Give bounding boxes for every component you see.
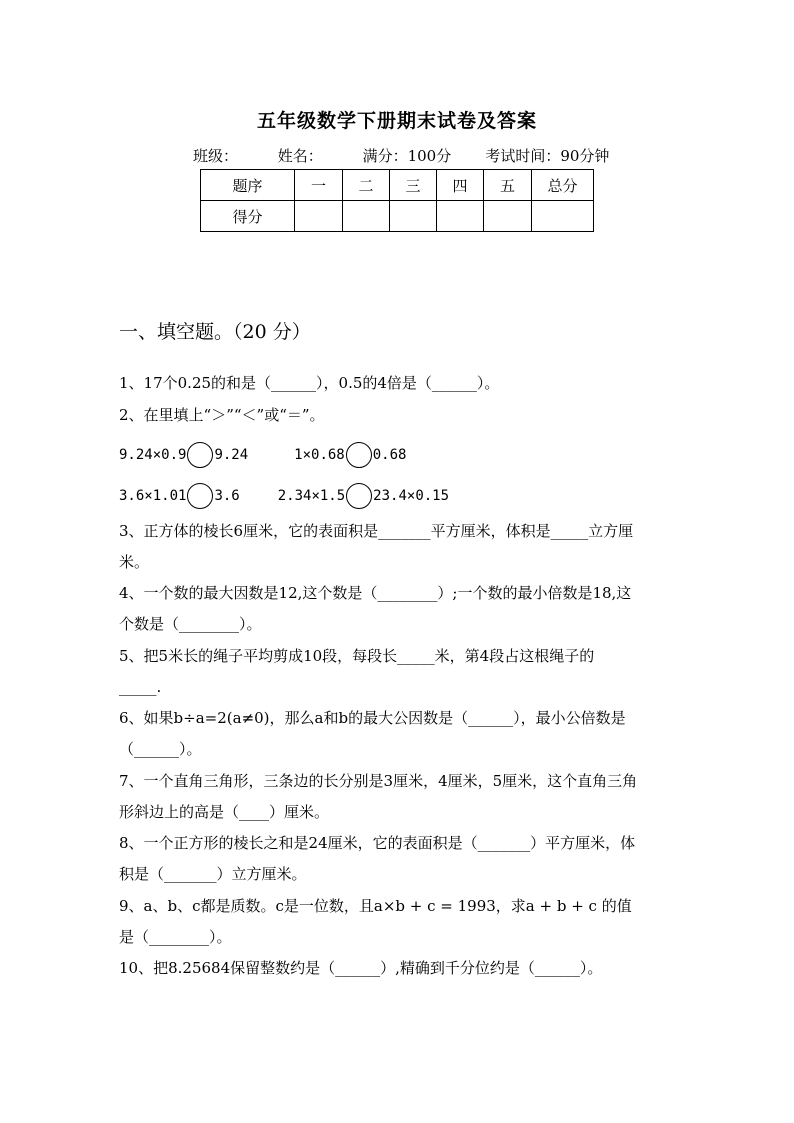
question-2: 2、在里填上“＞”“＜”或“＝”。: [119, 406, 325, 424]
full-score: 满分：100分: [362, 147, 452, 165]
header-cell: 题序: [201, 170, 295, 201]
question-9-line-2: 是（________）。: [119, 928, 232, 946]
question-8-line-2: 积是（_______）立方厘米。: [119, 865, 307, 883]
question-2-row-1: [119, 442, 406, 468]
question-4-line-1: 4、一个数的最大因数是12,这个数是（________）;一个数的最小倍数是18,这: [119, 584, 632, 602]
header-cell: 一: [295, 170, 343, 201]
question-1: 1、17个0.25的和是（______），0.5的4倍是（______）。: [119, 374, 500, 392]
score-table-header-row: [201, 170, 594, 201]
section-heading: 一、填空题。（20 分）: [119, 321, 311, 343]
row-label: 得分: [201, 201, 295, 232]
compare-left: 9.24×0.9: [119, 447, 187, 463]
exam-time: 考试时间：90分钟: [485, 147, 610, 165]
compare-right: 23.4×0.15: [373, 488, 450, 504]
score-cell[interactable]: [295, 201, 343, 232]
class-label: 班级：: [193, 147, 239, 165]
compare-circle[interactable]: [187, 483, 213, 509]
compare-circle[interactable]: [346, 442, 372, 468]
header-cell: 三: [390, 170, 437, 201]
question-4-line-2: 个数是（________）。: [119, 615, 262, 633]
score-table-score-row: [201, 201, 594, 232]
header-cell: 五: [484, 170, 532, 201]
compare-right: 3.6: [214, 488, 240, 504]
question-3-line-2: 米。: [119, 553, 150, 571]
question-6-line-2: （______）。: [119, 740, 202, 758]
name-label: 姓名：: [277, 147, 323, 165]
score-cell[interactable]: [390, 201, 437, 232]
compare-left: 2.34×1.5: [277, 488, 346, 504]
compare-circle[interactable]: [187, 442, 213, 468]
question-7-line-1: 7、一个直角三角形，三条边的长分别是3厘米，4厘米，5厘米，这个直角三角: [119, 772, 638, 790]
question-5-line-1: 5、把5米长的绳子平均剪成10段，每段长_____米，第4段占这根绳子的: [119, 647, 595, 665]
score-table: [200, 169, 594, 232]
score-cell[interactable]: [437, 201, 484, 232]
question-5-line-2: _____.: [119, 678, 162, 696]
compare-left: 3.6×1.01: [119, 488, 187, 504]
score-cell[interactable]: [532, 201, 594, 232]
compare-right: 0.68: [372, 447, 407, 463]
page-title: 五年级数学下册期末试卷及答案: [256, 110, 537, 132]
compare-right: 9.24: [214, 447, 249, 463]
question-7-line-2: 形斜边上的高是（____）厘米。: [119, 803, 330, 821]
question-3-line-1: 3、正方体的棱长6厘米，它的表面积是_______平方厘米，体积是_____立方厘: [119, 522, 634, 540]
question-10: 10、把8.25684保留整数约是（______）,精确到千分位约是（______）。: [119, 959, 603, 977]
question-6-line-1: 6、如果b÷a=2(a≠0)，那么a和b的最大公因数是（______），最小公倍数是: [119, 709, 626, 727]
score-cell[interactable]: [484, 201, 532, 232]
question-9-line-1: 9、a、b、c都是质数。c是一位数，且a×b + c = 1993，求a + b + c 的值: [119, 897, 632, 915]
header-cell: 总分: [532, 170, 594, 201]
compare-left: 1×0.68: [294, 447, 345, 463]
question-8-line-1: 8、一个正方形的棱长之和是24厘米，它的表面积是（_______）平方厘米，体: [119, 834, 636, 852]
question-2-row-2: [119, 483, 449, 509]
score-cell[interactable]: [343, 201, 390, 232]
header-cell: 二: [343, 170, 390, 201]
compare-circle[interactable]: [346, 483, 372, 509]
header-cell: 四: [437, 170, 484, 201]
exam-info: [193, 145, 609, 166]
